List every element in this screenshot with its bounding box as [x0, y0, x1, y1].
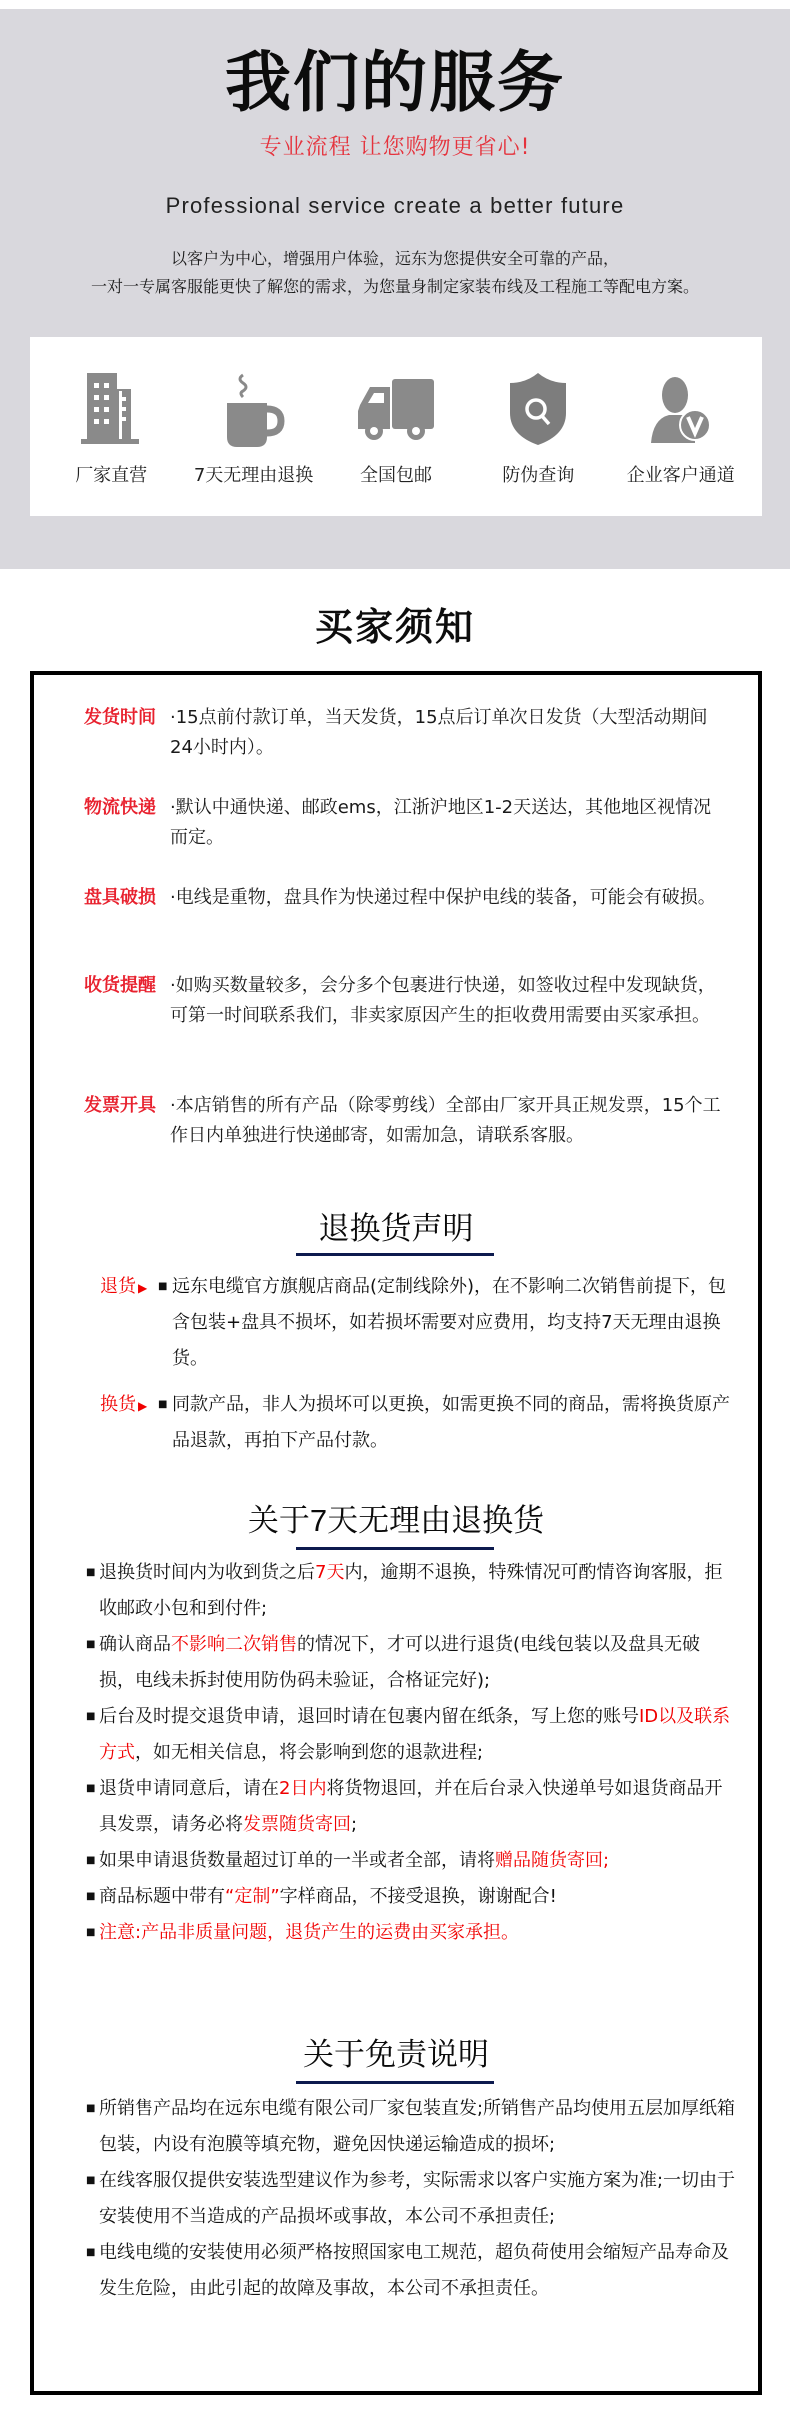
notice-text: ·15点前付款订单，当天发货，15点后订单次日发货（大型活动期间24小时内）。 [170, 707, 708, 758]
services-english-tagline: Professional service create a better future [165, 193, 625, 218]
notice-label: 发票开具 [84, 1095, 156, 1116]
return-text: 同款产品，非人为损坏可以更换，如需更换不同的商品，需将换货原产品退款，再拍下产品付款。 [172, 1394, 730, 1451]
return-tag-label: 退货 [100, 1276, 136, 1297]
notice-text: ·默认中通快递、邮政ems，江浙沪地区1-2天送达，其他地区视情况而定。 [170, 797, 712, 848]
disclaimer-item: ■ 电线电缆的安装使用必须严格按照国家电工规范，超负荷使用会缩短产品寿命及发生危险，由此引起的故障及事故，本公司不承担责任。 [86, 2235, 736, 2307]
notice-label: 收货提醒 [84, 975, 156, 996]
notice-text: ·如购买数量较多，会分多个包裹进行快递，如签收过程中发现缺货，可第一时间联系我们，非卖家原因产生的拒收费用需要由买家承担。 [170, 975, 716, 1026]
rule-item: ■ 如果申请退货数量超过订单的一半或者全部，请将赠品随货寄回; [86, 1843, 736, 1879]
service-item-anti-counterfeit[interactable] [468, 337, 608, 487]
building-icon [71, 369, 151, 449]
notice-item-logistics [84, 793, 724, 853]
rule-item: ■ 退货申请同意后，请在2日内将货物退回，并在后台录入快递单号如退货商品开具发票，请务必将发票随货寄回; [86, 1771, 736, 1843]
notice-text: ·本店销售的所有产品（除零剪线）全部由厂家开具正规发票，15个工作日内单独进行快递邮寄，如需加急，请联系客服。 [170, 1095, 721, 1146]
square-bullet-icon: ■ [86, 1783, 96, 1794]
shield-search-icon [498, 369, 578, 449]
service-item-free-shipping[interactable] [326, 337, 466, 487]
truck-icon [356, 369, 436, 449]
rule-item: ■ 商品标题中带有“定制”字样商品，不接受退换，谢谢配合! [86, 1879, 736, 1915]
notice-label: 发货时间 [84, 707, 156, 728]
square-bullet-icon: ■ [86, 1891, 96, 1902]
seven-day-return-title: 关于7天无理由退换货 [247, 1503, 545, 1538]
square-bullet-icon: ■ [86, 1855, 96, 1866]
notice-box [30, 671, 762, 2395]
service-label: 企业客户通道 [626, 465, 735, 486]
disclaimer-item: ■ 所销售产品均在远东电缆有限公司厂家包装直发;所销售产品均使用五层加厚纸箱包装，内设有泡膜等填充物，避免因快递运输造成的损坏; [86, 2091, 736, 2163]
return-item-exchange [100, 1387, 740, 1459]
square-bullet-icon: ■ [86, 1927, 96, 1938]
square-bullet-icon: ■ [86, 1639, 96, 1650]
notice-label: 物流快递 [84, 797, 156, 818]
disclaimer-list [86, 2091, 736, 2307]
description-line-2: 一对一专属客服能更快了解您的需求，为您量身制定家装布线及工程施工等配电方案。 [90, 277, 699, 296]
service-label: 防伪查询 [502, 465, 575, 486]
notice-label: 盘具破损 [84, 887, 156, 908]
service-label: 厂家直营 [75, 465, 148, 486]
triangle-right-icon: ▶ [138, 1399, 148, 1413]
service-features-card [30, 337, 762, 516]
services-subtitle: 专业流程 让您购物更省心! [259, 135, 531, 160]
seven-day-return-list [86, 1555, 736, 1951]
seven-day-return-underline [296, 1547, 494, 1550]
notice-item-receipt-reminder [84, 971, 724, 1031]
square-bullet-icon: ■ [158, 1281, 168, 1292]
description-line-1: 以客户为中心，增强用户体验，远东为您提供安全可靠的产品， [170, 249, 619, 268]
square-bullet-icon: ■ [86, 2175, 96, 2186]
rule-item: ■ 确认商品不影响二次销售的情况下，才可以进行退货(电线包装以及盘具无破损，电线未拆封使用防伪码未验证，合格证完好); [86, 1627, 736, 1699]
service-label: 7天无理由退换 [193, 465, 314, 486]
return-tag [100, 1269, 158, 1377]
return-tag-label: 换货 [100, 1394, 136, 1415]
coffee-cup-icon [214, 369, 294, 449]
rule-item: ■ 退换货时间内为收到货之后7天内，逾期不退换，特殊情况可酌情咨询客服，拒收邮政小包和到付件; [86, 1555, 736, 1627]
services-section [0, 9, 790, 569]
notice-item-reel-damage [84, 883, 724, 913]
disclaimer-title: 关于免责说明 [303, 2037, 489, 2072]
triangle-right-icon: ▶ [138, 1281, 148, 1295]
service-item-enterprise-channel[interactable] [611, 337, 751, 487]
return-statement-underline [296, 1253, 494, 1256]
service-item-factory-direct[interactable] [41, 337, 181, 487]
notice-item-invoice [84, 1091, 724, 1151]
verified-user-icon [641, 369, 721, 449]
services-title: 我们的服务 [225, 44, 565, 121]
rule-item: ■ 后台及时提交退货申请，退回时请在包裹内留在纸条，写上您的账号ID以及联系方式，如无相关信息，将会影响到您的退款进程; [86, 1699, 736, 1771]
return-tag [100, 1387, 158, 1459]
notice-text: ·电线是重物，盘具作为快递过程中保护电线的装备，可能会有破损。 [170, 887, 716, 908]
square-bullet-icon: ■ [86, 1711, 96, 1722]
return-text: 远东电缆官方旗舰店商品(定制线除外)，在不影响二次销售前提下，包含包装+盘具不损坏，如若损坏需要对应费用，均支持7天无理由退换货。 [172, 1276, 727, 1369]
rule-item: ■ 注意:产品非质量问题，退货产生的运费由买家承担。 [86, 1915, 736, 1951]
service-label: 全国包邮 [359, 465, 432, 486]
return-statement-title: 退换货声明 [318, 1211, 474, 1246]
square-bullet-icon: ■ [86, 2247, 96, 2258]
square-bullet-icon: ■ [86, 1567, 96, 1578]
disclaimer-underline [296, 2081, 494, 2084]
service-item-7-day-return[interactable] [184, 337, 324, 487]
notice-item-shipping-time [84, 703, 724, 763]
square-bullet-icon: ■ [86, 2103, 96, 2114]
disclaimer-item: ■ 在线客服仅提供安装选型建议作为参考，实际需求以客户实施方案为准;一切由于安装使用不当造成的产品损坏或事故，本公司不承担责任; [86, 2163, 736, 2235]
square-bullet-icon: ■ [158, 1399, 168, 1410]
services-description [0, 245, 790, 301]
return-item-refund [100, 1269, 740, 1377]
buyer-notice-title: 买家须知 [314, 605, 475, 649]
